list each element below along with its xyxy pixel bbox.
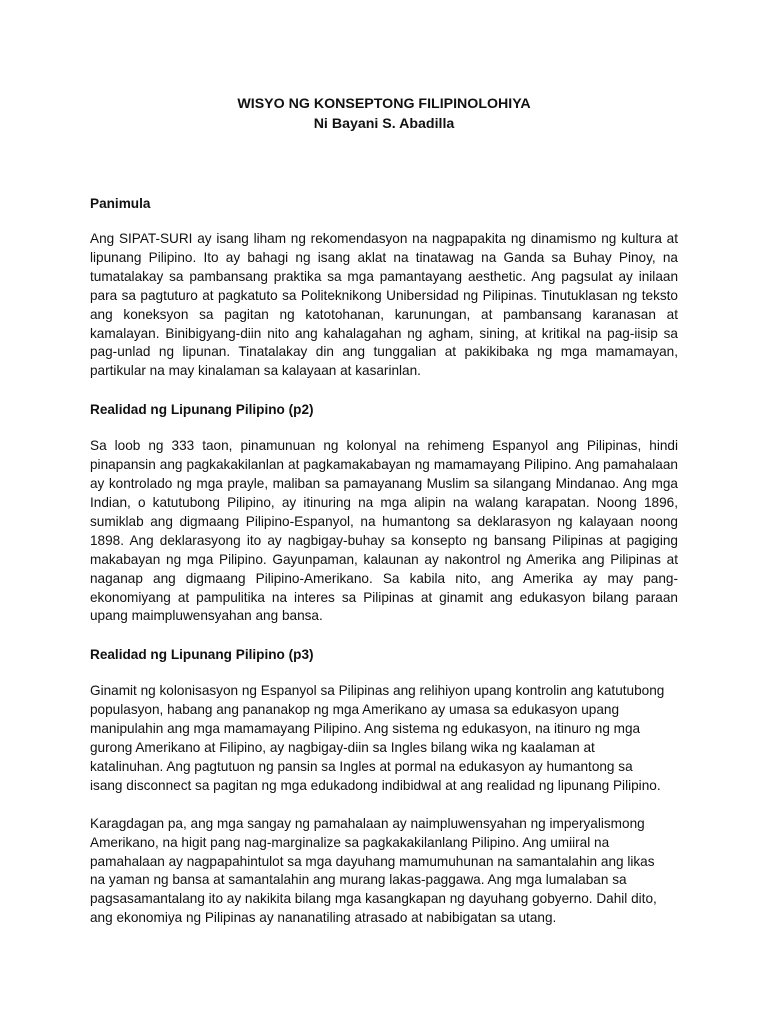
paragraph-line: pamahalaan ay nagpapahintulot sa mga dayuhang mamumuhunan na samantalahin ang likas — [90, 853, 655, 869]
paragraph-line: Ginamit ng kolonisasyon ng Espanyol sa Pilipinas ang relihiyon upang kontrolin ang katutubong — [90, 683, 665, 699]
paragraph-line: gurong Amerikano at Filipino, ay nagbigay-diin sa Ingles bilang wika ng kaalaman at — [90, 740, 595, 756]
section-heading-panimula: Panimula — [90, 196, 151, 211]
paragraph-line: katalinuhan. Ang pagtutuon ng pansin sa Ingles at pormal na edukasyon ay humantong sa — [90, 758, 633, 774]
paragraph-line: Karagdagan pa, ang mga sangay ng pamahalaan ay naimpluwensyahan ng imperyalismong — [90, 815, 645, 831]
section-heading-p2: Realidad ng Lipunang Pilipino (p2) — [90, 402, 314, 418]
paragraph-line: pagsasamantalang ito ay nakikita bilang mga kasangkapan ng dayuhang gobyerno. Dahil dito, — [90, 891, 657, 907]
paragraph-line: populasyon, habang ang pananakop ng mga Amerikano ay umasa sa edukasyon upang — [90, 702, 620, 718]
title-block — [90, 94, 678, 134]
section-paragraph-p3-1 — [90, 682, 678, 795]
section-heading-p3: Realidad ng Lipunang Pilipino (p3) — [90, 647, 314, 663]
paragraph-line: manipulahin ang mga mamamayang Pilipino. Ang sistema ng edukasyon, na itinuro ng mga — [90, 721, 641, 737]
paragraph-line: Amerikano, na higit pang nag-marginalize sa pagkakakilanlang Pilipino. Ang umiiral na — [90, 834, 610, 850]
section-paragraph-p2: Sa loob ng 333 taon, pinamunuan ng kolonyal na rehimeng Espanyol ang Pilipinas, hindi pinapansin ang pagkakakilanlan at pagkamakabayan ng mamamayang Pilipino. Ang pamahalaan ay kontrolado ng mga prayle, maliban sa pamayanang Muslim sa silangang Mindanao. Ang mga Indian, o katutubong Pilipino, ay itinuring na mga alipin na walang karapatan. Noong 1896, sumiklab ang digmaang Pilipino-Espanyol, na humantong sa deklarasyon ng kalayaan noong 1898. Ang deklarasyong ito ay nagbigay-buhay sa konsepto ng bansang Pilipinas at pagiging makabayan ng mga Pilipino. Gayunpaman, kalaunan ay nakontrol ng Amerika ang Pilipinas at naganap ang digmaang Pilipino-Amerikano. Sa kabila nito, ang Amerika ay may pang-ekonomiyang at pampulitika na interes sa Pilipinas at ginamit ang edukasyon bilang paraan upang maimpluwensyahan ang bansa. — [90, 438, 678, 624]
section-paragraph-p3-2 — [90, 815, 678, 928]
paragraph-line: ang ekonomiya ng Pilipinas ay nananatiling atrasado at nabibigatan sa utang. — [90, 910, 557, 926]
paragraph-line: na yaman ng bansa at samantalahin ang murang lakas-paggawa. Ang mga lumalaban sa — [90, 872, 627, 888]
section-paragraph-panimula: Ang SIPAT-SURI ay isang liham ng rekomendasyon na nagpapakita ng dinamismo ng kultura at lipunang Pilipino. Ito ay bahagi ng isang aklat na tinatawag na Ganda sa Buhay Pinoy, na tumatalakay sa pambansang praktika sa mga pamantayang aesthetic. Ang pagsulat ay inilaan para sa pagtuturo at pagkatuto sa Politeknikong Unibersidad ng Pilipinas. Tinutuklasan ng teksto ang koneksyon sa pagitan ng katotohanan, karunungan, at pambansang karanasan at kamalayan. Binibigyang-diin nito ang kahalagahan ng agham, sining, at kritikal na pag-iisip sa pag-unlad ng lipunan. Tinatalakay din ang tunggalian at pakikibaka ng mga mamamayan, partikular na may kinalaman sa kalayaan at kasarinlan. — [90, 231, 678, 379]
paragraph-line: isang disconnect sa pagitan ng mga edukadong indibidwal at ang realidad ng lipunang Pilipino. — [90, 777, 661, 793]
document-title: WISYO NG KONSEPTONG FILIPINOLOHIYA — [237, 96, 531, 112]
document-author: Ni Bayani S. Abadilla — [313, 116, 455, 132]
